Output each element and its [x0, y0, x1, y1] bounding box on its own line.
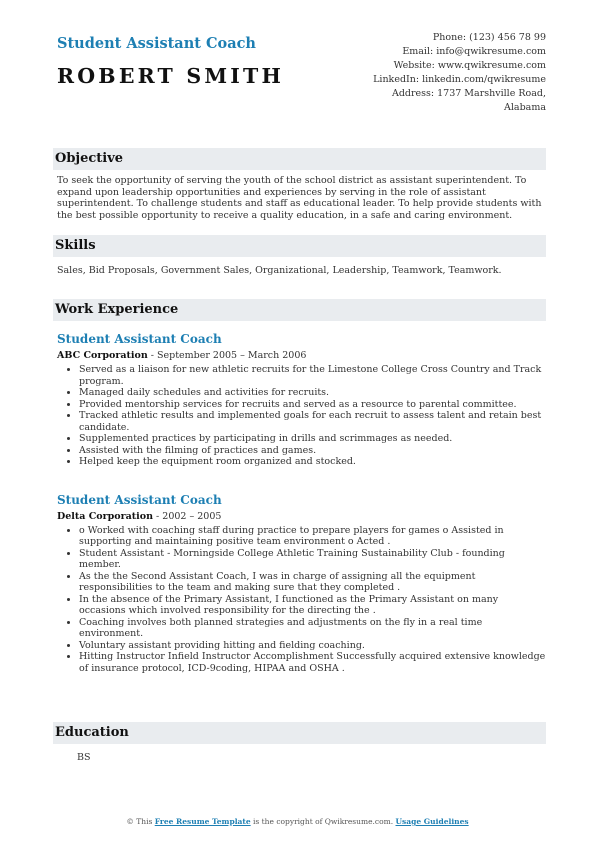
education-title: Education [55, 725, 129, 740]
job-company: Delta Corporation [57, 510, 154, 522]
candidate-name: ROBERT SMITH [57, 64, 285, 88]
objective-title: Objective [55, 151, 124, 166]
skills-text: Sales, Bid Proposals, Government Sales, Organizational, Leadership, Teamwork, Teamwork. [57, 265, 502, 276]
job-meta [57, 350, 546, 361]
work-experience-section [55, 299, 546, 674]
education-header [53, 722, 546, 744]
duty-item: • Provided mentorship services for recruits and served as a resource to parental committee. [79, 399, 546, 411]
duty-item: • Coaching involves both planned strategies and adjustments on the fly in a real time environment. [79, 617, 546, 640]
skills-section [55, 235, 546, 277]
contact-linkedin: LinkedIn: linkedin.com/qwikresume [373, 74, 546, 85]
duty-item: • Managed daily schedules and activities for recruits. [79, 387, 546, 399]
job-dates: - 2002 – 2005 [153, 510, 222, 522]
duty-item: • o Worked with coaching staff during practice to prepare players for games o Assisted in supporting and maintaining positive team environment o Acted . [79, 525, 546, 548]
skills-title: Skills [55, 238, 96, 253]
job-entry-1 [55, 331, 546, 468]
footer-middle: is the copyright of Qwikresume.com. [250, 817, 396, 826]
duty-item: • Helped keep the equipment room organized and stocked. [79, 456, 546, 468]
job-role: Student Assistant Coach [57, 332, 222, 346]
copyright-footer [0, 817, 595, 826]
contact-address-state: Alabama [504, 102, 546, 113]
duty-item: • Tracked athletic results and implemented goals for each recruit to assess talent and retain best candidate. [79, 410, 546, 433]
job-role: Student Assistant Coach [57, 492, 222, 507]
work-experience-header [53, 299, 546, 321]
job-meta [57, 511, 546, 522]
resume-header [57, 0, 546, 128]
job-duties [57, 525, 546, 675]
contact-address: Address: 1737 Marshville Road, [391, 88, 546, 99]
education-section [55, 722, 546, 763]
work-experience-title: Work Experience [55, 302, 179, 317]
duty-item: • Voluntary assistant providing hitting and fielding coaching. [79, 640, 546, 652]
objective-header [53, 148, 546, 170]
duty-item: • As the the Second Assistant Coach, I was in charge of assigning all the equipment responsibilities to the team and making sure that they completed . [79, 571, 546, 594]
duty-item: • Hitting Instructor Infield Instructor Accomplishment Successfully acquired extensive knowledge of insurance protocol, ICD-9coding, HIPAA and OSHA . [79, 651, 546, 674]
free-resume-template-link[interactable]: Free Resume Template [154, 817, 251, 826]
job-duties [57, 364, 546, 468]
duty-item: • Assisted with the filming of practices and games. [79, 445, 546, 457]
skills-header [53, 235, 546, 257]
contact-phone: Phone: (123) 456 78 99 [432, 32, 546, 43]
job-title: Student Assistant Coach [57, 35, 256, 52]
duty-item: • Supplemented practices by participating in drills and scrimmages as needed. [79, 433, 546, 445]
job-company: ABC Corporation [57, 350, 148, 361]
duty-item: • Student Assistant - Morningside College Athletic Training Sustainability Club - founding member. [79, 548, 546, 571]
objective-section [55, 148, 546, 221]
contact-block [336, 31, 546, 115]
job-dates: - September 2005 – March 2006 [147, 350, 307, 361]
objective-text: To seek the opportunity of serving the youth of the school district as assistant superintendent. To expand upon leadership opportunities and experiences by serving in the role of assistant superintendent. To challenge students and staff as educational leader. To help provide students with the best possible opportunity to receive a quality education, in a safe and caring environment. [57, 175, 542, 221]
contact-email: Email: info@qwikresume.com [402, 46, 546, 57]
education-degree: BS [77, 752, 91, 763]
duty-item: • In the absence of the Primary Assistant, I functioned as the Primary Assistant on many occasions which involved responsibility for the directing the . [79, 594, 546, 617]
duty-item: • Served as a liaison for new athletic recruits for the Limestone College Cross Country and Track program. [79, 364, 546, 387]
usage-guidelines-link[interactable]: Usage Guidelines [395, 817, 469, 826]
footer-prefix: © This [126, 817, 155, 826]
contact-website: Website: www.qwikresume.com [393, 60, 546, 71]
job-entry-2 [55, 492, 546, 675]
